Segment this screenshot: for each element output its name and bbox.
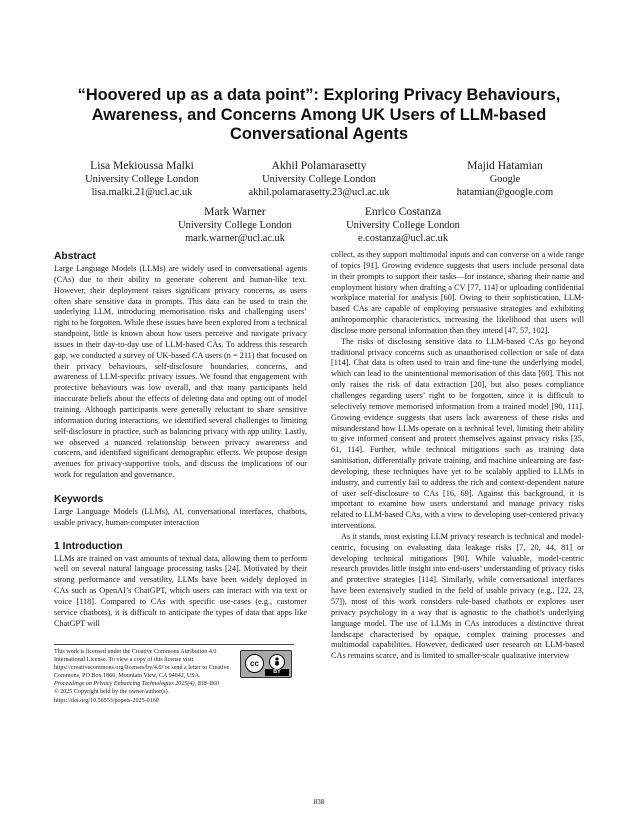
doi-link[interactable]: https://doi.org/10.56553/popets-2025-0160 [54, 697, 159, 704]
proceedings-text: Proceedings on Privacy Enhancing Technologies 2025(4), 838–860 [54, 681, 219, 688]
introduction-text: LLMs are trained on vast amounts of textual data, allowing them to perform well on several natural language processing tasks [24]. Motivated by their strong performance and versatility, LLMs have been widely deployed in CAs such as OpenAI’s ChatGPT, which users can interact with via text or voice [118]. Compared to CAs with specific use-cases (e.g., customer service chatbots), it is difficult to anticipate the types of data that apps like ChatGPT will [54, 553, 307, 628]
author-email: e.costanza@ucl.ac.uk [357, 233, 449, 244]
abstract-text: Large Language Models (LLMs) are widely used in conversational agents (CAs) due to their ability to generate coherent and human-like text. However, their deployment raises significant privacy concerns, as users often share sensitive data in prompts. This data can be used to train the underlying LLM, introducing memorisation risks and challenging users’ right to be forgotten. While these issues have been explored from a technical standpoint, little is known about how users perceive and navigate privacy issues in their day-to-day use of LLM-based CAs. To address this research gap, we conducted a survey of UK-based CA users (n = 211) that focused on their privacy behaviours, self-disclosure boundaries, concerns, and awareness of LLM-specific privacy issues. We found that engagement with protective behaviours was low overall, and that many participants held inaccurate beliefs about the effects of deleting data and opting out of model training. Although participants were generally reluctant to share sensitive information during interactions, we identified several challenges to limiting self-disclosure in practice, such as balancing privacy with app utility. Lastly, we observed a nuanced relationship between privacy awareness and concern, and identified significant demographic effects. We propose design avenues for privacy-supportive tools, and discuss the implications of our work for regulation and governance. [54, 264, 307, 480]
author-name: Enrico Costanza [364, 205, 442, 218]
author-affiliation: University College London [178, 220, 292, 231]
author-block [318, 204, 488, 245]
person-icon [270, 655, 284, 669]
author-affiliation: University College London [85, 174, 199, 185]
author-block [222, 158, 416, 199]
author-email: lisa.malki.21@ucl.ac.uk [91, 187, 193, 198]
paragraph: The risks of disclosing sensitive data to LLM-based CAs go beyond traditional privacy concerns such as unauthorised collection or sale of data [114]. Chat data is often used to train and fine-tune the underlying model, which can lead to the unintentional memorisation of this data [60]. This not only raises the risk of data extraction [20], but also poses compliance challenges regarding users’ right to be forgotten, since it is difficult to selectively remove memorised information from a trained model [90, 111]. Growing evidence suggests that users lack awareness of these risks and misunderstand how LLMs operate on a technical level, limiting their ability to give informed consent and protect themselves against privacy risks [35, 61, 114]. Further, while technical mitigations such as training data sanitisation, differentially private training, and machine unlearning are fast-developing, these techniques have yet to be scalably applied to LLMs in industry, and currently fail to address the rich and context-dependent nature of user self-disclosure to CAs [16, 69]. Against this background, it is important to examine how users understand and manage privacy risks related to LLM-based CAs, with a view to developing user-centered privacy interventions. [331, 336, 584, 531]
attribution-person-icon [269, 654, 285, 670]
left-column [54, 250, 307, 629]
author-affiliation: University College London [346, 220, 460, 231]
page-number: 838 [313, 798, 325, 806]
author-name: Majid Hatamian [467, 159, 543, 172]
author-email: akhil.polamarasetty.23@ucl.ac.uk [248, 187, 390, 198]
author-name: Lisa Mekioussa Malki [90, 159, 194, 172]
author-affiliation: Google [489, 174, 521, 185]
author-name: Akhil Polamarasetty [271, 159, 367, 172]
paragraph: collect, as they support multimodal inputs and can converse on a wide range of topics [91]. Growing evidence suggests that users include personal data in their prompts to support their tasks—for instance, sharing their name and employment history when drafting a CV [77, 114] or uploading confidential workplace material for analysis [60]. Owing to their sophistication, LLM-based CAs are capable of employing persuasive strategies and exhibiting anthropomorphic characteristics, increasing the likelihood that users will disclose more personal information than they intend [47, 57, 102]. [331, 250, 584, 335]
author-block [150, 204, 320, 245]
section-heading-introduction: 1 Introduction [54, 540, 123, 552]
author-name: Mark Warner [204, 205, 266, 218]
paper-title: “Hoovered up as a data point”: Exploring Privacy Behaviours, Awareness, and Concerns Among UK Users of LLM-based Conversational Agents [77, 86, 561, 143]
cc-logo-icon: cc [245, 654, 264, 673]
author-email: hatamian@google.com [456, 187, 554, 198]
keywords-heading: Keywords [54, 493, 104, 505]
proceedings-line [54, 680, 294, 688]
license-divider [54, 644, 294, 645]
keywords-text: Large Language Models (LLMs), AI, conversational interfaces, chatbots, usable privacy, human-computer interaction [54, 506, 307, 527]
cc-by-badge [240, 650, 292, 678]
paragraph: As it stands, most existing LLM privacy research is technical and model-centric, focusing on evaluating data leakage risks [7, 20, 44, 81] or developing technical mitigations [90]. While valuable, model-centric research provides little insight into end-users’ understanding of privacy risks and protective strategies [114]. Similarly, while conversational interfaces have been extensively studied in the field of usable privacy (e.g., [22, 23, 57]), most of this work considers rule-based chatbots or explores user privacy psychology in a way that is agnostic to the chatbot’s underlying language model. The use of LLMs in CAs introduces a distinctive threat landscape characterised by opaque, complex training processes and multimodal capabilities. However, dedicated user research on LLM-based CAs remains scarce, and is limited to smaller-scale qualitative interview [331, 531, 584, 661]
author-affiliation: University College London [262, 174, 376, 185]
by-label: BY [265, 669, 289, 676]
license-text: This work is licensed under the Creative Commons Attribution 4.0 International License. To view a copy of this license visit https://creativecommons.org/licenses/by/4.0/ or send a letter to Creative Commons, PO Box 1866, Mountain View, CA 94042, USA. [54, 649, 230, 680]
license-block [54, 648, 294, 705]
right-column [331, 250, 584, 662]
author-block [420, 158, 590, 199]
author-email: mark.warner@ucl.ac.uk [185, 233, 285, 244]
abstract-heading: Abstract [54, 251, 96, 262]
author-block [52, 158, 232, 199]
copyright-line: © 2025 Copyright held by the owner/author(s). [54, 689, 170, 696]
